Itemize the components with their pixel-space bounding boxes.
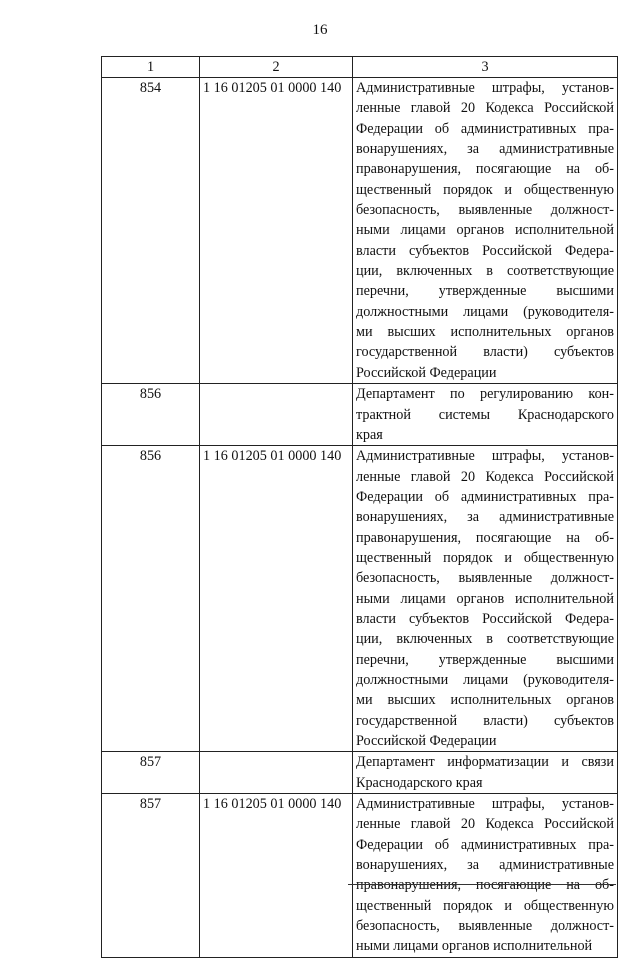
admin-code-cell: 857 [102,794,200,958]
column-header-3: 3 [353,57,618,78]
description-line: правонарушения, посягающие на об- [356,529,614,546]
description-line: должностными лицами (руководителя- [356,671,614,688]
page-number: 16 [312,22,328,38]
budget-classification-code-cell: 1 16 01205 01 0000 140 [200,794,353,958]
budget-classification-code-cell: 1 16 01205 01 0000 140 [200,78,353,384]
table-header [102,57,618,78]
footer-rule [348,884,616,885]
column-header-2: 2 [200,57,353,78]
description-line: Краснодарского края [356,774,483,791]
budget-classification-code-cell [200,752,353,794]
description-line: Департамент информатизации и связи [356,754,614,771]
income-description-cell [353,384,618,446]
income-description-cell [353,752,618,794]
column-header-1: 1 [102,57,200,78]
description-line: края [356,426,383,443]
description-line: правонарушения, посягающие на об- [356,161,614,178]
description-line: щественный порядок и общественную [356,549,614,566]
description-line: безопасность, выявленные должност- [356,202,614,219]
description-line: должностными лицами (руководителя- [356,303,614,320]
description-line: Административные штрафы, установ- [356,80,614,96]
description-line: ции, включенных в соответствующие [356,631,614,648]
table-row [102,752,618,794]
income-description-cell [353,446,618,752]
description-line: ми высших исполнительных органов [356,692,614,709]
description-line: Департамент по регулированию кон- [356,386,614,403]
admin-code-cell: 857 [102,752,200,794]
description-line: ными лицами органов исполнительной [356,590,614,607]
description-line: щественный порядок и общественную [356,181,614,198]
description-line: трактной системы Краснодарского [356,406,614,423]
description-line: власти субъектов Российской Федера- [356,242,614,259]
header-row [102,57,618,78]
description-line: ленные главой 20 Кодекса Российской [356,100,614,117]
description-line: государственной власти) субъектов [356,712,614,729]
description-line: ции, включенных в соответствующие [356,263,614,280]
description-line: Федерации об административных пра- [356,836,614,853]
table-row [102,78,618,384]
description-line: вонарушениях, за административные [356,857,614,874]
budget-codes-table [101,56,618,958]
description-line: Федерации об административных пра- [356,120,614,137]
income-description-cell [353,78,618,384]
description-line: перечни, утвержденные высшими [356,651,614,668]
description-line: Административные штрафы, установ- [356,448,614,465]
budget-classification-code-cell [200,384,353,446]
description-line: государственной власти) субъектов [356,344,614,361]
description-line: Административные штрафы, установ- [356,796,614,813]
table-row [102,384,618,446]
budget-classification-code-cell: 1 16 01205 01 0000 140 [200,446,353,752]
admin-code-cell: 856 [102,384,200,446]
description-line: ными лицами органов исполнительной [356,222,614,239]
description-line: власти субъектов Российской Федера- [356,610,614,627]
description-line: ными лицами органов исполнительной [356,938,593,955]
description-line: ленные главой 20 Кодекса Российской [356,816,614,833]
description-line: щественный порядок и общественную [356,897,614,914]
table-body [102,78,618,958]
description-line: правонарушения, посягающие на об- [356,877,614,894]
description-line: безопасность, выявленные должност- [356,570,614,587]
admin-code-cell: 854 [102,78,200,384]
description-line: Федерации об административных пра- [356,488,614,505]
income-description-cell [353,794,618,958]
description-line: вонарушениях, за административные [356,509,614,526]
description-line: перечни, утвержденные высшими [356,283,614,300]
description-line: Российской Федерации [356,364,497,381]
description-line: Российской Федерации [356,733,497,749]
admin-code-cell: 856 [102,446,200,752]
description-line: ленные главой 20 Кодекса Российской [356,468,614,485]
table-row [102,794,618,958]
description-line: безопасность, выявленные должност- [356,918,614,935]
table-row [102,446,618,752]
description-line: ми высших исполнительных органов [356,324,614,341]
description-line: вонарушениях, за административные [356,141,614,158]
